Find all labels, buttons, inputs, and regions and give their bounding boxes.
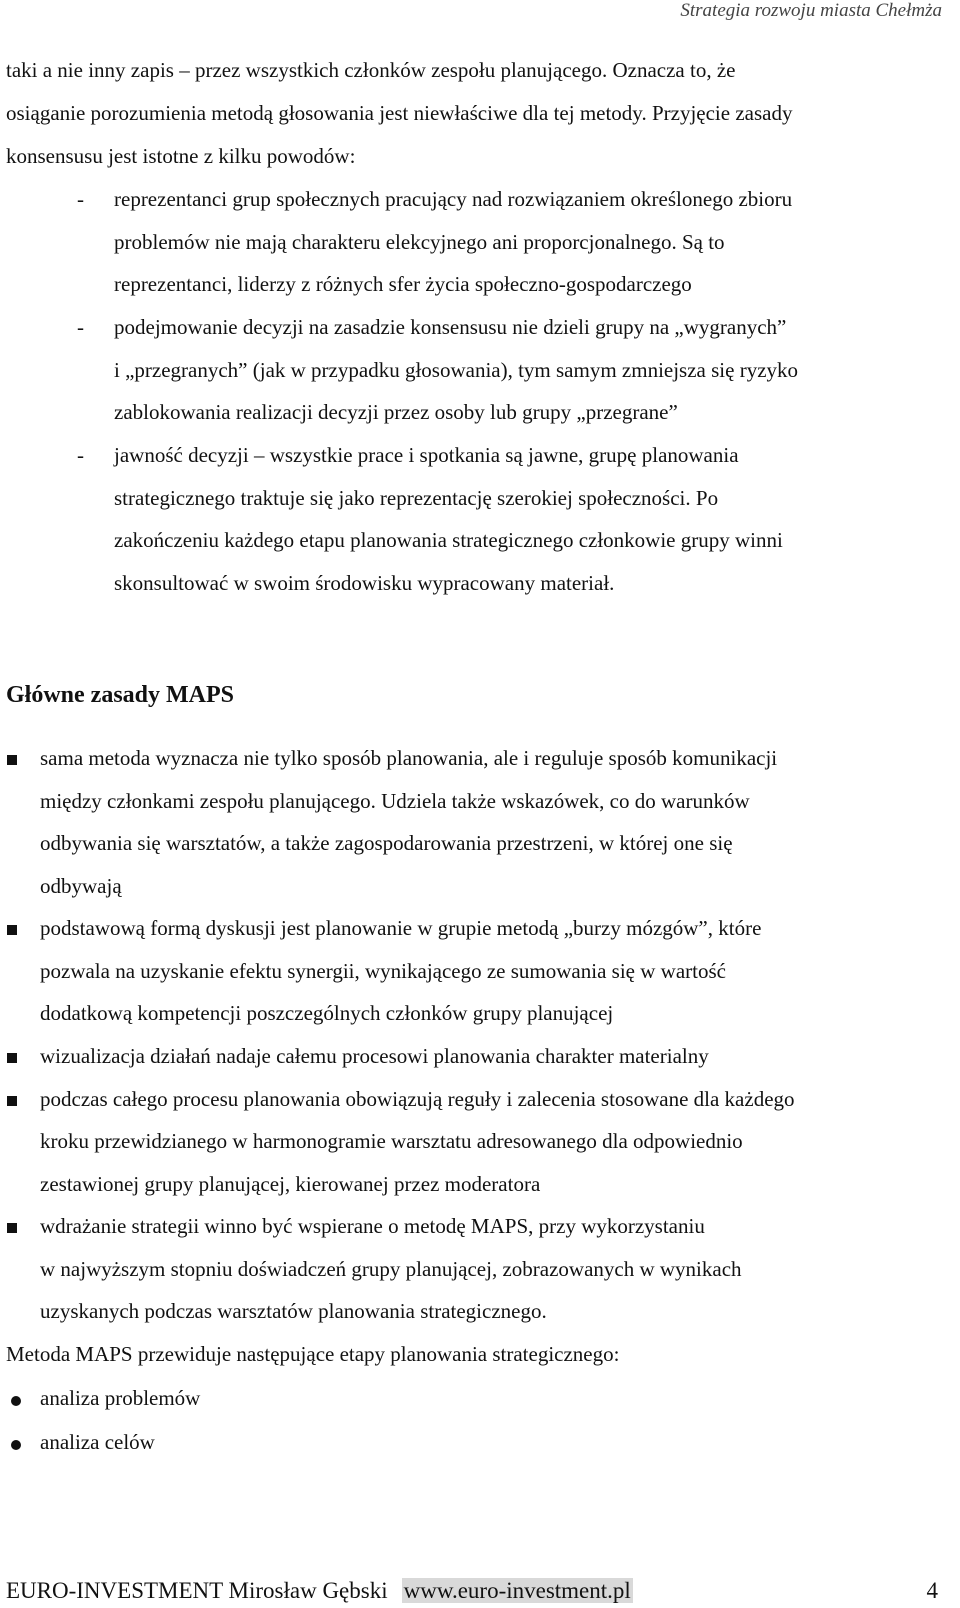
square-bullet-icon bbox=[7, 755, 17, 765]
principle-line: pozwala na uzyskanie efektu synergii, wynikającego ze sumowania się w wartość bbox=[40, 959, 726, 983]
footer-url-link[interactable]: www.euro-investment.pl bbox=[403, 1578, 631, 1603]
section-heading: Główne zasady MAPS bbox=[6, 682, 234, 708]
stages-intro: Metoda MAPS przewiduje następujące etapy planowania strategicznego: bbox=[6, 1342, 620, 1366]
reason-line: reprezentanci grup społecznych pracujący nad rozwiązaniem określonego zbioru bbox=[114, 187, 793, 211]
running-header: Strategia rozwoju miasta Chełmża bbox=[680, 0, 942, 21]
intro-line: konsensusu jest istotne z kilku powodów: bbox=[6, 144, 356, 168]
principle-line: podstawową formą dyskusji jest planowanie w grupie metodą „burzy mózgów”, które bbox=[40, 916, 762, 940]
square-bullet-icon bbox=[7, 1096, 17, 1106]
intro-line: osiąganie porozumienia metodą głosowania jest niewłaściwe dla tej metody. Przyjęcie zasady bbox=[6, 101, 793, 125]
principle-line: między członkami zespołu planującego. Udziela także wskazówek, co do warunków bbox=[40, 789, 750, 813]
reason-line: jawność decyzji – wszystkie prace i spotkania są jawne, grupę planowania bbox=[114, 443, 739, 467]
dash-marker: - bbox=[77, 315, 84, 339]
principle-line: dodatkową kompetencji poszczególnych członków grupy planującej bbox=[40, 1001, 614, 1025]
footer-company: EURO-INVESTMENT Mirosław Gębski bbox=[6, 1578, 388, 1603]
reason-line: i „przegranych” (jak w przypadku głosowania), tym samym zmniejsza się ryzyko bbox=[114, 358, 799, 382]
square-bullet-icon bbox=[7, 1053, 17, 1063]
principle-line: odbywania się warsztatów, a także zagospodarowania przestrzeni, w której one się bbox=[40, 831, 733, 855]
principle-line: w najwyższym stopniu doświadczeń grupy planującej, zobrazowanych w wynikach bbox=[40, 1257, 742, 1281]
principle-line: odbywają bbox=[40, 874, 122, 898]
reason-line: zakończeniu każdego etapu planowania strategicznego członkowie grupy winni bbox=[114, 528, 783, 552]
footer bbox=[6, 1578, 633, 1604]
dash-marker: - bbox=[77, 443, 84, 467]
principle-line: wizualizacja działań nadaje całemu procesowi planowania charakter materialny bbox=[40, 1044, 709, 1068]
reason-line: problemów nie mają charakteru elekcyjnego ani proporcjonalnego. Są to bbox=[114, 230, 725, 254]
round-bullet-icon bbox=[11, 1396, 21, 1406]
principle-line: zestawionej grupy planującej, kierowanej przez moderatora bbox=[40, 1172, 541, 1196]
stage-item: analiza celów bbox=[40, 1430, 155, 1454]
principle-line: sama metoda wyznacza nie tylko sposób planowania, ale i reguluje sposób komunikacji bbox=[40, 746, 778, 770]
reason-line: podejmowanie decyzji na zasadzie konsensusu nie dzieli grupy na „wygranych” bbox=[114, 315, 787, 339]
principle-line: wdrażanie strategii winno być wspierane o metodę MAPS, przy wykorzystaniu bbox=[40, 1214, 705, 1238]
dash-marker: - bbox=[77, 187, 84, 211]
round-bullet-icon bbox=[11, 1440, 21, 1450]
reason-line: reprezentanci, liderzy z różnych sfer życia społeczno-gospodarczego bbox=[114, 272, 692, 296]
reason-line: strategicznego traktuje się jako reprezentację szerokiej społeczności. Po bbox=[114, 486, 719, 510]
principle-line: kroku przewidzianego w harmonogramie warsztatu adresowanego dla odpowiednio bbox=[40, 1129, 743, 1153]
page-number: 4 bbox=[926, 1578, 938, 1603]
principle-line: podczas całego procesu planowania obowiązują reguły i zalecenia stosowane dla każdego bbox=[40, 1087, 795, 1111]
square-bullet-icon bbox=[7, 1223, 17, 1233]
stage-item: analiza problemów bbox=[40, 1386, 201, 1410]
reason-line: zablokowania realizacji decyzji przez osoby lub grupy „przegrane” bbox=[114, 400, 678, 424]
intro-line: taki a nie inny zapis – przez wszystkich członków zespołu planującego. Oznacza to, że bbox=[6, 58, 736, 82]
principle-line: uzyskanych podczas warsztatów planowania strategicznego. bbox=[40, 1299, 547, 1323]
square-bullet-icon bbox=[7, 925, 17, 935]
reason-line: skonsultować w swoim środowisku wypracowany materiał. bbox=[114, 571, 615, 595]
